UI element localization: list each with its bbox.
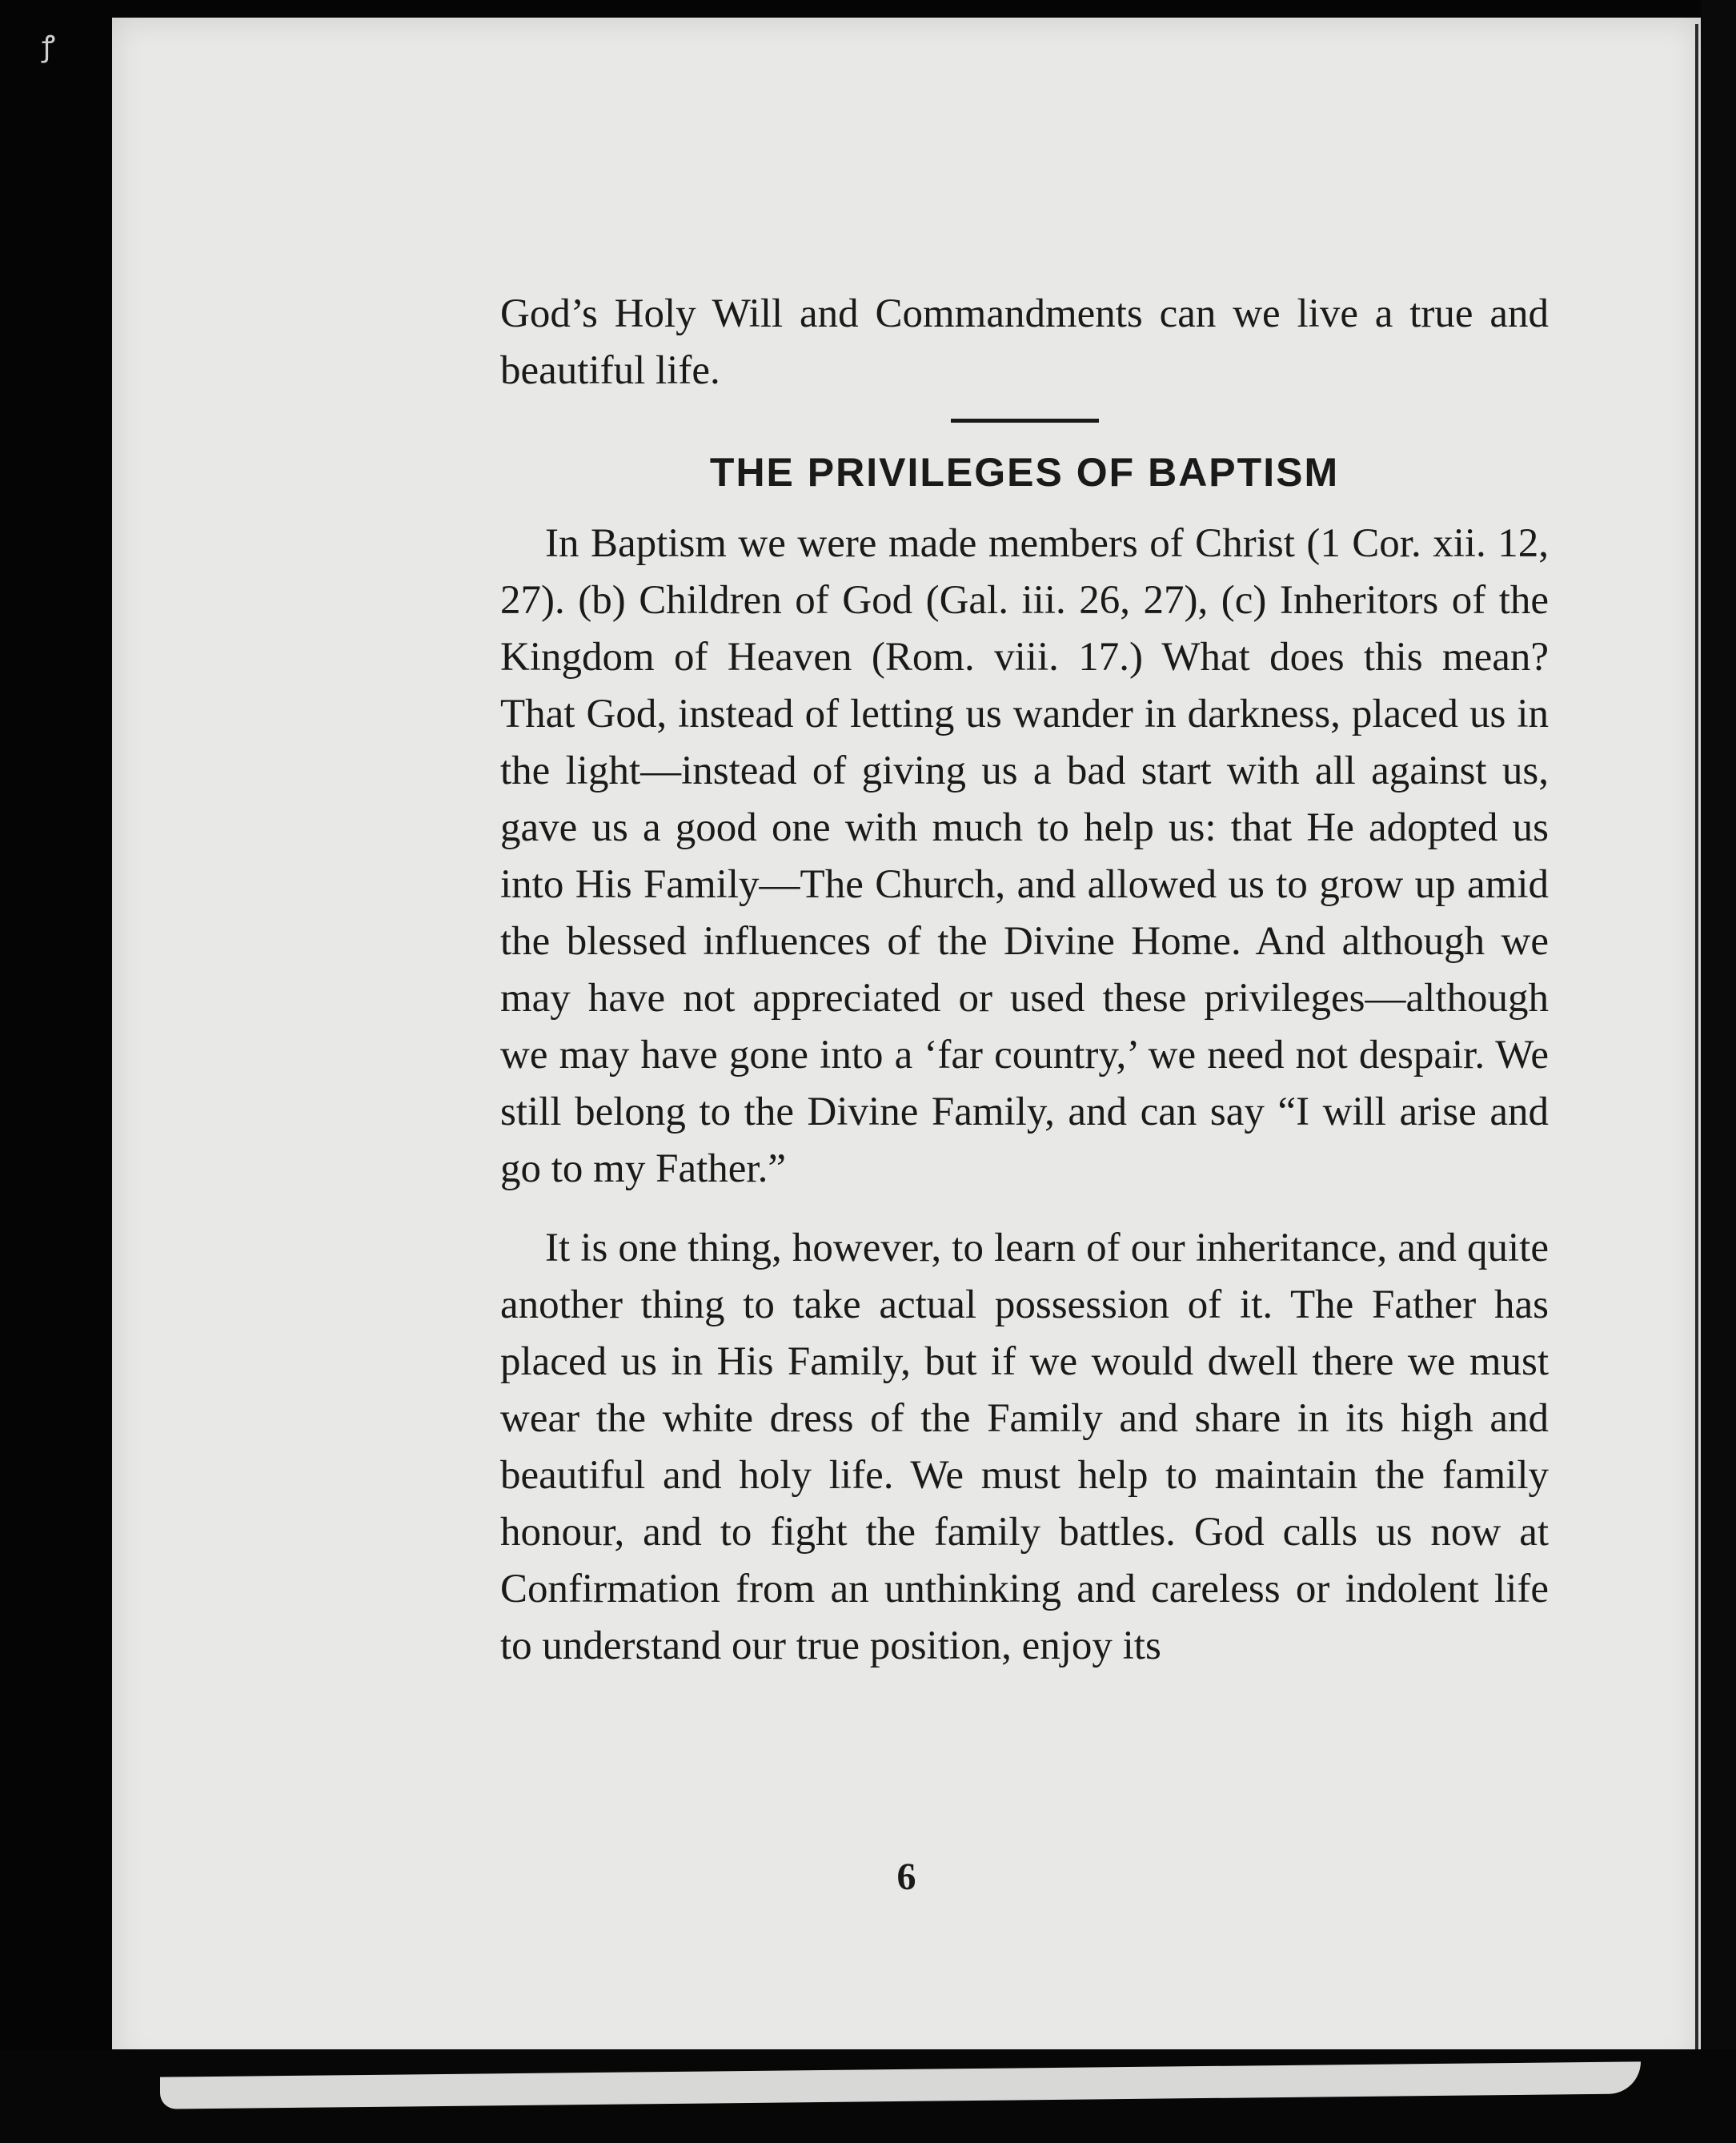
book-page: [112, 18, 1701, 2067]
right-margin-shadow: [1701, 0, 1736, 2143]
page-edge-line: [1695, 24, 1698, 2073]
page-number: 6: [896, 1856, 916, 1898]
corner-mark: ꝭ: [42, 30, 56, 63]
paragraph-2: It is one thing, however, to learn of our inheritance, and quite another thing to take actual possession of it. The Father has placed us in His Family, but if we would dwell there we must wear the white dress of the Family and share in its high and beautiful and holy life. We must help to maintain the family honour, and to fight the family battles. God calls us now at Confirmation from an unthinking and careless or indolent life to understand our true position, enjoy its: [500, 1226, 1549, 1668]
paragraph-1: In Baptism we were made members of Christ (1 Cor. xii. 12, 27). (b) Children of God (Gal. iii. 26, 27), (c) Inheritors of the Kingdom of Heaven (Rom. viii. 17.) What does this mean? That God, instead of letting us wander in darkness, placed us in the light—instead of giving us a bad start with all against us, gave us a good one with much to help us: that He adopted us into His Family—The Church, and allowed us to grow up amid the blessed influences of the Divine Home. And although we may have not appreciated or used these privileges—although we may have gone into a ‘far country,’ we need not despair. We still belong to the Divine Family, and can say “I will arise and go to my Father.”: [500, 521, 1549, 1191]
continued-paragraph: God’s Holy Will and Commandments can we live a true and beautiful life.: [500, 291, 1549, 393]
page-text: [500, 286, 1549, 1675]
section-heading: THE PRIVILEGES OF BAPTISM: [709, 450, 1340, 495]
section-divider: [951, 419, 1099, 423]
